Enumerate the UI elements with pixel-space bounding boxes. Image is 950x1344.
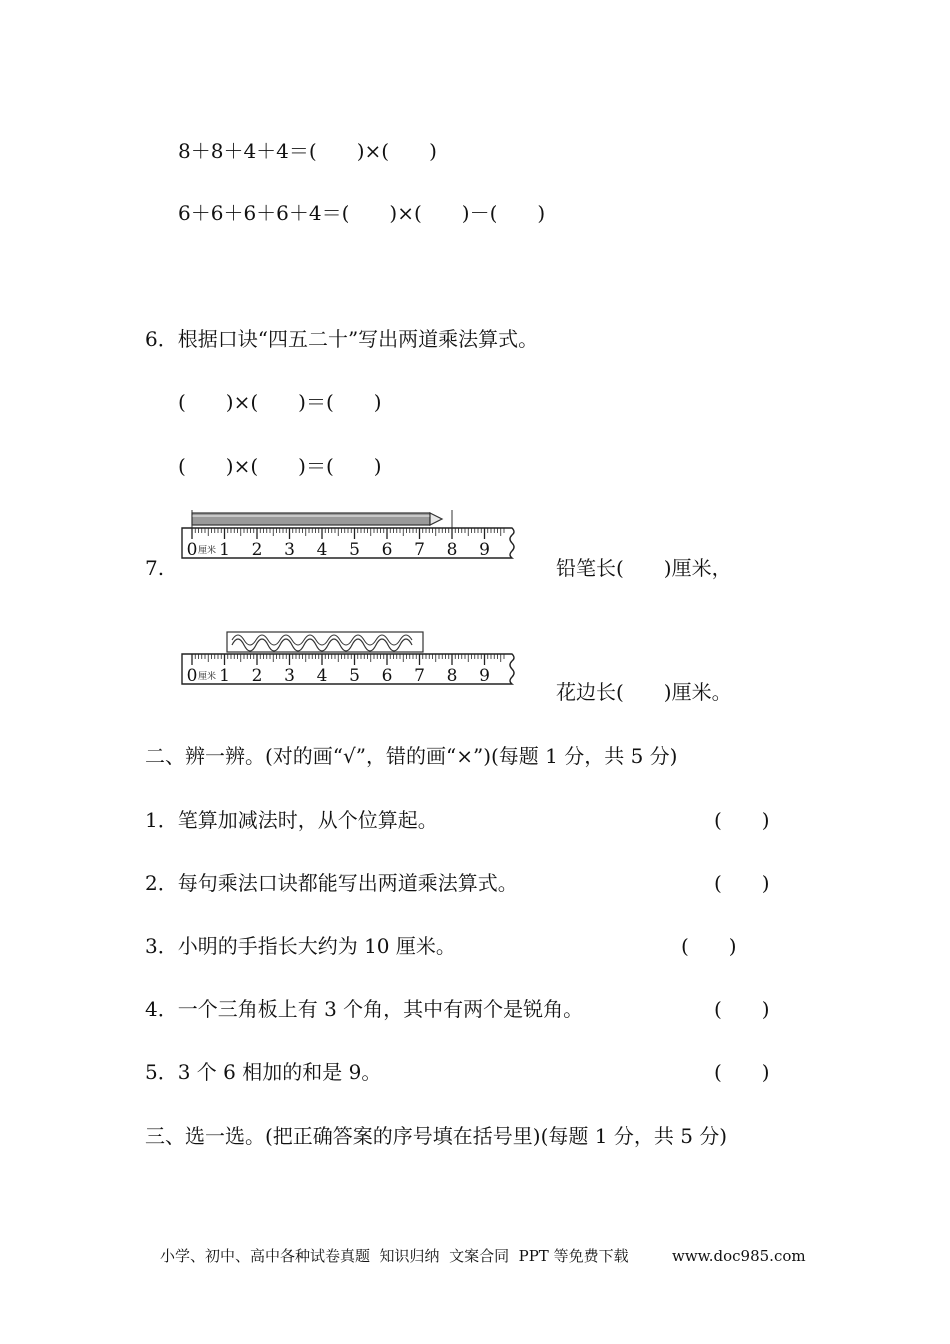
judge-item-3: 3．小明的手指长大约为 10 厘米。 [145, 934, 456, 958]
ruler-number: 3 [284, 666, 295, 686]
judge-answer-3[interactable]: ( ) [681, 934, 737, 958]
judge-item-2: 2．每句乘法口诀都能写出两道乘法算式。 [145, 871, 518, 895]
judge-item-5: 5．3 个 6 相加的和是 9。 [145, 1060, 382, 1084]
section-3-heading: 三、选一选。(把正确答案的序号填在括号里)(每题 1 分，共 5 分) [145, 1124, 728, 1148]
ruler-number: 4 [316, 666, 328, 686]
ruler-number: 4 [316, 540, 328, 560]
ruler-unit-label: 厘米 [198, 546, 217, 556]
ruler-number: 9 [479, 540, 490, 560]
question-6-prompt: 6．根据口诀“四五二十”写出两道乘法算式。 [145, 327, 539, 351]
ruler-number: 9 [479, 666, 490, 686]
ruler-number: 5 [349, 540, 360, 560]
ruler-number: 0 [186, 666, 198, 686]
lace-length-answer: 花边长( )厘米。 [556, 680, 732, 704]
ruler-number: 2 [251, 540, 263, 560]
ruler-number: 1 [219, 540, 230, 560]
question-6-blank-2: ( )×( )＝( ) [178, 454, 382, 478]
ruler-number: 5 [349, 666, 360, 686]
ruler-number: 6 [381, 540, 393, 560]
ruler-number: 2 [251, 666, 263, 686]
pencil-length-answer: 铅笔长( )厘米， [556, 556, 732, 580]
ruler-number: 3 [284, 540, 295, 560]
ruler-number: 1 [219, 666, 230, 686]
judge-answer-2[interactable]: ( ) [714, 871, 770, 895]
footer-left-text: 小学、初中、高中各种试卷真题 知识归纳 文案合同 PPT 等免费下载 [160, 1247, 629, 1265]
judge-answer-5[interactable]: ( ) [714, 1060, 770, 1084]
footer-url[interactable]: www.doc985.com [672, 1247, 806, 1265]
ruler-number: 0 [186, 540, 198, 560]
equation-a: 8＋8＋4＋4＝( )×( ) [178, 139, 437, 163]
ruler-number: 6 [381, 666, 393, 686]
judge-answer-1[interactable]: ( ) [714, 808, 770, 832]
judge-answer-4[interactable]: ( ) [714, 997, 770, 1021]
ruler-with-lace [180, 630, 520, 690]
ruler-number: 7 [414, 540, 425, 560]
ruler-number: 7 [414, 666, 425, 686]
section-2-heading: 二、辨一辨。(对的画“√”，错的画“×”)(每题 1 分，共 5 分) [145, 744, 678, 768]
ruler-with-pencil [180, 510, 520, 562]
ruler-number: 8 [446, 540, 458, 560]
question-6-blank-1: ( )×( )＝( ) [178, 390, 382, 414]
judge-item-1: 1．笔算加减法时，从个位算起。 [145, 808, 438, 832]
ruler-unit-label: 厘米 [198, 672, 217, 682]
ruler-number: 8 [446, 666, 458, 686]
equation-b: 6＋6＋6＋6＋4＝( )×( )－( ) [178, 201, 546, 225]
question-7-number: 7. [145, 556, 165, 580]
judge-item-4: 4．一个三角板上有 3 个角，其中有两个是锐角。 [145, 997, 584, 1021]
lace-illustration [227, 632, 423, 652]
